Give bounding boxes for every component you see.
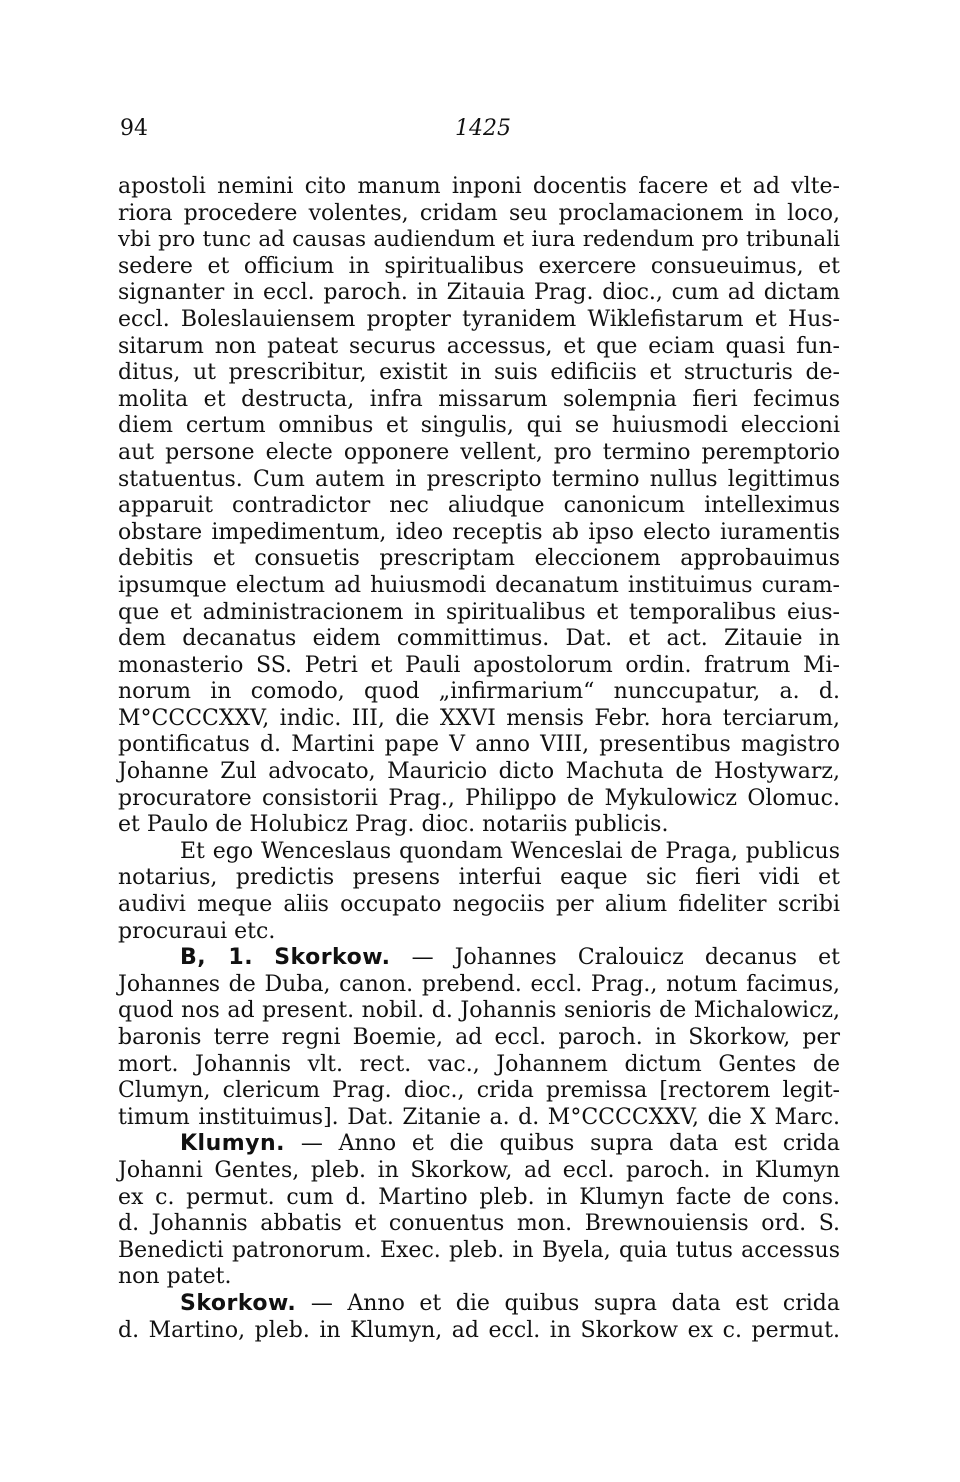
body-text bbox=[118, 174, 840, 1344]
text-line: vbi pro tunc ad causas audiendum et iura redendum pro tribunali bbox=[118, 227, 840, 253]
text-line: Clumyn, clericum Prag. dioc., crida premissa [rectorem legit- bbox=[118, 1078, 840, 1104]
text-line: M°CCCCXXV, indic. III, die XXVI mensis Febr. hora terciarum, bbox=[118, 705, 840, 731]
text-line: dem decanatus eidem committimus. Dat. et act. Zitauie in bbox=[118, 626, 840, 652]
entry-lemma: B, 1. bbox=[180, 945, 254, 971]
entry-text: — Anno et die quibus supra data est crida bbox=[310, 1290, 840, 1316]
text-line: eccl. Boleslauiensem propter tyranidem Wiklefistarum et Hus- bbox=[118, 306, 840, 332]
text-line: Et ego Wenceslaus quondam Wenceslai de Praga, publicus bbox=[180, 838, 840, 864]
text-line: Johanne Zul advocato, Mauricio dicto Machuta de Hostywarz, bbox=[118, 759, 840, 785]
text-line: Johannes de Duba, canon. prebend. eccl. Prag., notum facimus, bbox=[118, 971, 840, 997]
running-year: 1425 bbox=[455, 116, 511, 141]
page-number: 94 bbox=[120, 116, 148, 141]
text-line: diem certum omnibus et singulis, qui se huiusmodi eleccioni bbox=[118, 413, 840, 439]
entry-line bbox=[118, 1291, 840, 1318]
text-line: apostoli nemini cito manum inponi docentis facere et ad vlte- bbox=[118, 174, 840, 199]
text-line: ditus, ut prescribitur, existit in suis edificiis et structuris de- bbox=[118, 360, 840, 386]
text-line: molita et destructa, infra missarum solempnia fieri fecimus bbox=[118, 386, 840, 412]
text-line: ex c. permut. cum d. Martino pleb. in Klumyn facte de cons. bbox=[118, 1184, 840, 1210]
text-line: sitarum non pateat securus accessus, et que eciam quasi fun- bbox=[118, 333, 840, 359]
entry-lemma: Klumyn. bbox=[180, 1131, 286, 1157]
text-line: que et administracionem in spiritualibus et temporalibus eius- bbox=[118, 599, 840, 625]
text-line: audivi meque aliis occupato negociis per alium fideliter scribi bbox=[118, 892, 840, 918]
text-line: debitis et consuetis prescriptam eleccionem approbauimus bbox=[118, 546, 840, 572]
text-line: timum instituimus]. Dat. Zitanie a. d. M°CCCCXXV, die X Marc. bbox=[118, 1104, 840, 1130]
text-line: aut persone electe opponere vellent, pro termino peremptorio bbox=[118, 439, 840, 465]
text-line: Benedicti patronorum. Exec. pleb. in Byela, quia tutus accessus bbox=[118, 1237, 840, 1263]
text-line: monasterio SS. Petri et Pauli apostolorum ordin. fratrum Mi- bbox=[118, 652, 840, 678]
text-line: mort. Johannis vlt. rect. vac., Johannem dictum Gentes de bbox=[118, 1051, 840, 1077]
text-line: d. Johannis abbatis et conuentus mon. Brewnouiensis ord. S. bbox=[118, 1211, 840, 1237]
text-line: non patet. bbox=[118, 1264, 232, 1290]
text-line: procuraui etc. bbox=[118, 918, 276, 944]
entry-lemma: Skorkow. bbox=[180, 1290, 297, 1316]
entry-line bbox=[118, 945, 840, 972]
text-line: procuratore consistorii Prag., Philippo de Mykulowicz Olomuc. bbox=[118, 785, 840, 811]
text-line: Johanni Gentes, pleb. in Skorkow, ad eccl. paroch. in Klumyn bbox=[118, 1157, 840, 1183]
page bbox=[118, 108, 840, 1344]
text-line: obstare impedimentum, ideo receptis ab ipso electo iuramentis bbox=[118, 519, 840, 545]
entry-text: — Johannes Cralouicz decanus et bbox=[411, 945, 840, 971]
text-line: et Paulo de Holubicz Prag. dioc. notariis publicis. bbox=[118, 812, 669, 838]
text-line: signanter in eccl. paroch. in Zitauia Prag. dioc., cum ad dictam bbox=[118, 280, 840, 306]
text-line: d. Martino, pleb. in Klumyn, ad eccl. in Skorkow ex c. permut. bbox=[118, 1317, 840, 1343]
entry-text: — Anno et die quibus supra data est crida bbox=[300, 1131, 840, 1157]
text-line: norum in comodo, quod „infirmarium“ nunccupatur, a. d. bbox=[118, 679, 840, 705]
text-line: statuentus. Cum autem in prescripto termino nullus legittimus bbox=[118, 466, 840, 492]
text-line: apparuit contradictor nec aliudque canonicum intelleximus bbox=[118, 493, 840, 519]
entry-line bbox=[118, 1131, 840, 1158]
text-line: baronis terre regni Boemie, ad eccl. paroch. in Skorkow, per bbox=[118, 1025, 840, 1050]
text-line: sedere et officium in spiritualibus exercere consueuimus, et bbox=[118, 253, 840, 279]
text-line: quod nos ad present. nobil. d. Johannis senioris de Michalowicz, bbox=[118, 998, 840, 1024]
text-line: notarius, predictis presens interfui eaque sic fieri vidi et bbox=[118, 865, 840, 891]
entry-lemma: Skorkow. bbox=[274, 945, 391, 971]
text-line: riora procedere volentes, cridam seu proclamacionem in loco, bbox=[118, 200, 840, 226]
text-line: ipsumque electum ad huiusmodi decanatum instituimus curam- bbox=[118, 572, 840, 598]
text-line: pontificatus d. Martini pape V anno VIII, presentibus magistro bbox=[118, 732, 840, 758]
page-header bbox=[118, 108, 840, 152]
